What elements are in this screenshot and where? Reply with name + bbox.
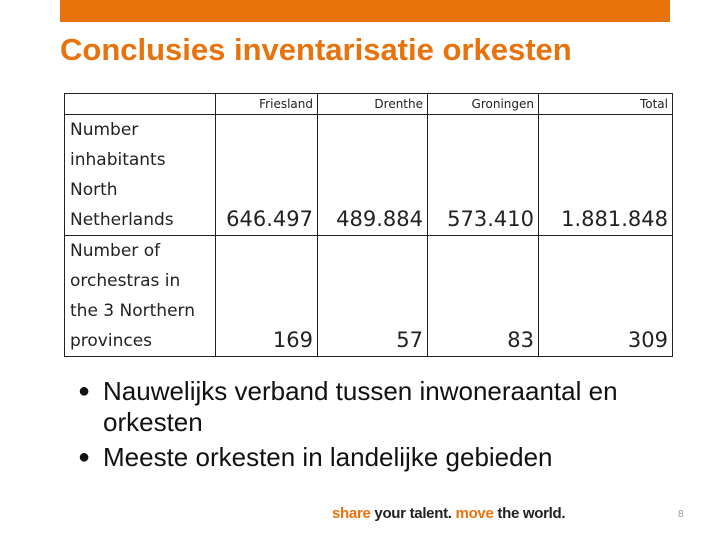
bullet-dot-icon: ● — [78, 446, 91, 468]
row-label-line: provinces — [70, 331, 153, 351]
row-label-line: Number — [70, 120, 139, 140]
table-cell: 169 — [216, 236, 318, 357]
table-cell: 646.497 — [216, 115, 318, 236]
page-number: 8 — [678, 509, 684, 520]
list-item — [48, 442, 688, 473]
bullet-text: Meeste orkesten in landelijke gebieden — [103, 442, 553, 472]
tagline-move: move — [455, 505, 494, 522]
table-cell: 489.884 — [318, 115, 428, 236]
table-cell: 1.881.848 — [539, 115, 673, 236]
row-label-line: inhabitants — [70, 150, 166, 170]
table-cell: 83 — [428, 236, 539, 357]
table-header-row — [65, 94, 673, 115]
bullet-list — [48, 376, 688, 477]
table-header-cell: Groningen — [428, 94, 539, 115]
row-label-line: the 3 Northern — [70, 301, 195, 321]
row-label-line: North — [70, 180, 118, 200]
table-header-cell: Total — [539, 94, 673, 115]
bullet-text: Nauwelijks verband tussen inwoneraantal en orkesten — [103, 376, 618, 437]
bullet-dot-icon: ● — [78, 380, 91, 402]
tagline-talent: your talent. — [374, 505, 452, 522]
table-header-cell — [65, 94, 216, 115]
row-label-line: orchestras in — [70, 271, 181, 291]
footer-tagline — [332, 505, 565, 522]
table-cell: 573.410 — [428, 115, 539, 236]
inventory-table — [64, 93, 673, 357]
row-label-inhabitants — [65, 115, 216, 236]
tagline-share: share — [332, 505, 371, 522]
row-label-line: Netherlands — [70, 210, 174, 230]
table-cell: 57 — [318, 236, 428, 357]
table-cell: 309 — [539, 236, 673, 357]
tagline-world: the world. — [497, 505, 566, 522]
table-row — [65, 115, 673, 236]
table-header-cell: Friesland — [216, 94, 318, 115]
list-item — [48, 376, 688, 438]
table-header-cell: Drenthe — [318, 94, 428, 115]
table-row — [65, 236, 673, 357]
slide-title: Conclusies inventarisatie orkesten — [60, 32, 572, 67]
row-label-line: Number of — [70, 241, 161, 261]
row-label-orchestras — [65, 236, 216, 357]
top-accent-bar — [60, 0, 670, 22]
